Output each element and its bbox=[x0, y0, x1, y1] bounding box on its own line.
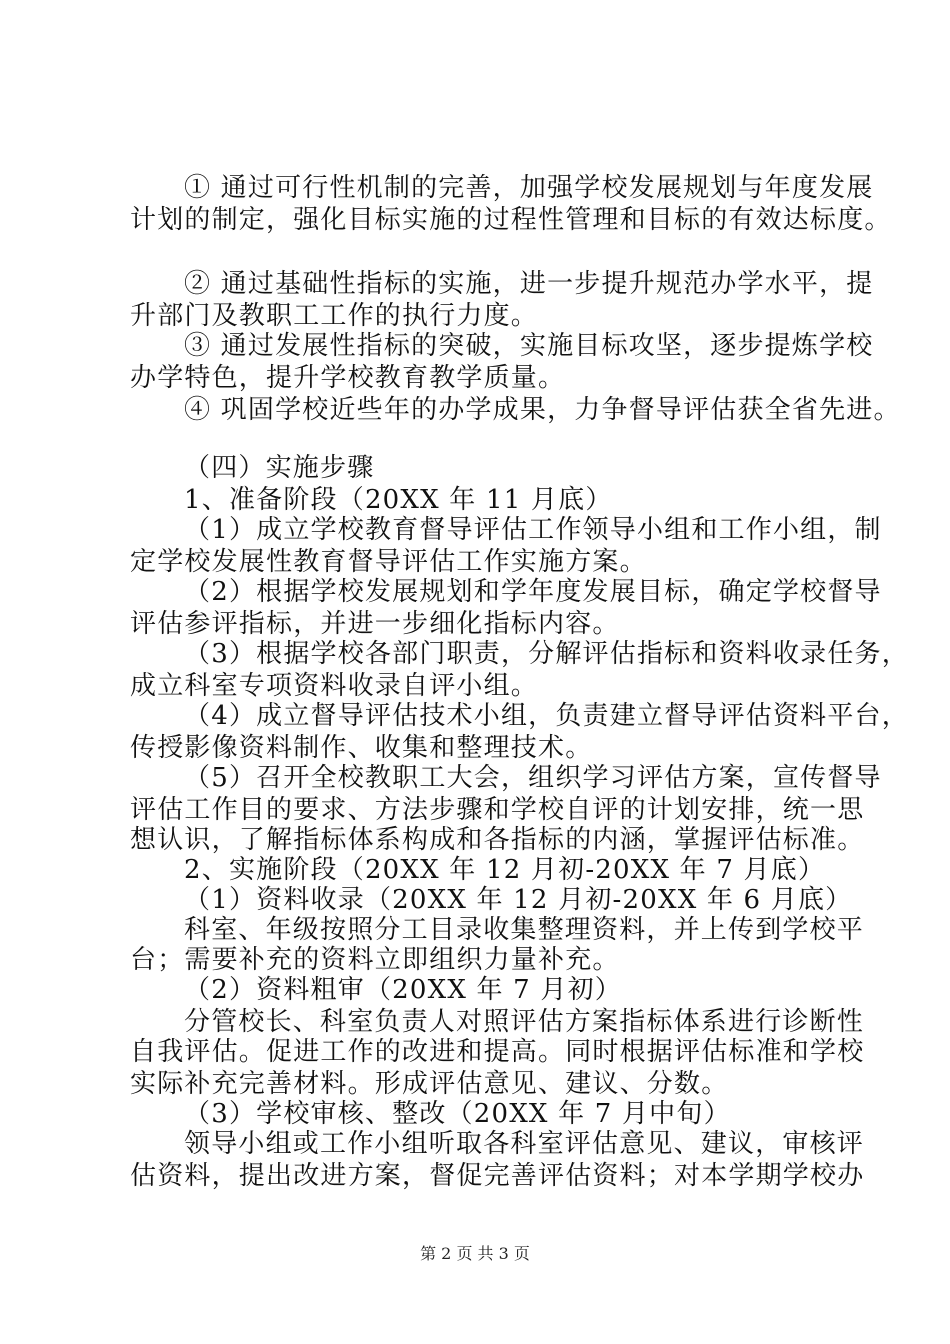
text-line: 计划的制定，强化目标实施的过程性管理和目标的有效达标度。 bbox=[130, 205, 892, 235]
text-line: 定学校发展性教育督导评估工作实施方案。 bbox=[130, 547, 647, 577]
text-line: 成立科室专项资料收录自评小组。 bbox=[130, 671, 539, 701]
text-line: ① 通过可行性机制的完善，加强学校发展规划与年度发展 bbox=[184, 173, 874, 203]
text-line: （3）学校审核、整改（20XX 年 7 月中旬） bbox=[184, 1099, 731, 1129]
text-line: 实际补充完善材料。形成评估意见、建议、分数。 bbox=[130, 1069, 729, 1099]
text-line: 升部门及教职工工作的执行力度。 bbox=[130, 301, 539, 331]
text-line: （3）根据学校各部门职责，分解评估指标和资料收录任务， bbox=[184, 639, 909, 669]
text-line: （四）实施步骤 bbox=[184, 453, 375, 483]
text-line: ④ 巩固学校近些年的办学成果，力争督导评估获全省先进。 bbox=[184, 395, 901, 425]
text-line: 1、准备阶段（20XX 年 11 月底） bbox=[184, 485, 613, 515]
text-line: ③ 通过发展性指标的突破，实施目标攻坚，逐步提炼学校 bbox=[184, 331, 874, 361]
text-line: （1）资料收录（20XX 年 12 月初-20XX 年 6 月底） bbox=[184, 885, 853, 915]
text-line: 传授影像资料制作、收集和整理技术。 bbox=[130, 733, 593, 763]
text-line: （4）成立督导评估技术小组，负责建立督导评估资料平台， bbox=[184, 701, 909, 731]
text-line: 办学特色，提升学校教育教学质量。 bbox=[130, 363, 566, 393]
text-line: 想认识，了解指标体系构成和各指标的内涵，掌握评估标准。 bbox=[130, 825, 865, 855]
page-footer: 第 2 页 共 3 页 bbox=[420, 1244, 530, 1263]
text-line: 自我评估。促进工作的改进和提高。同时根据评估标准和学校 bbox=[130, 1037, 865, 1067]
text-line: （1）成立学校教育督导评估工作领导小组和工作小组，制 bbox=[184, 515, 882, 545]
text-line: （2）根据学校发展规划和学年度发展目标，确定学校督导 bbox=[184, 577, 882, 607]
text-line: 台；需要补充的资料立即组织力量补充。 bbox=[130, 945, 620, 975]
text-line: 评估工作目的要求、方法步骤和学校自评的计划安排，统一思 bbox=[130, 795, 865, 825]
text-line: 2、实施阶段（20XX 年 12 月初-20XX 年 7 月底） bbox=[184, 855, 826, 885]
text-line: 领导小组或工作小组听取各科室评估意见、建议，审核评 bbox=[184, 1129, 865, 1159]
text-line: 分管校长、科室负责人对照评估方案指标体系进行诊断性 bbox=[184, 1007, 865, 1037]
text-line: （5）召开全校教职工大会，组织学习评估方案，宣传督导 bbox=[184, 763, 882, 793]
text-line: （2）资料粗审（20XX 年 7 月初） bbox=[184, 975, 622, 1005]
text-line: 评估参评指标，并进一步细化指标内容。 bbox=[130, 609, 620, 639]
text-line: 估资料，提出改进方案，督促完善评估资料；对本学期学校办 bbox=[130, 1161, 865, 1191]
text-line: ② 通过基础性指标的实施，进一步提升规范办学水平，提 bbox=[184, 269, 874, 299]
text-line: 科室、年级按照分工目录收集整理资料，并上传到学校平 bbox=[184, 915, 865, 945]
